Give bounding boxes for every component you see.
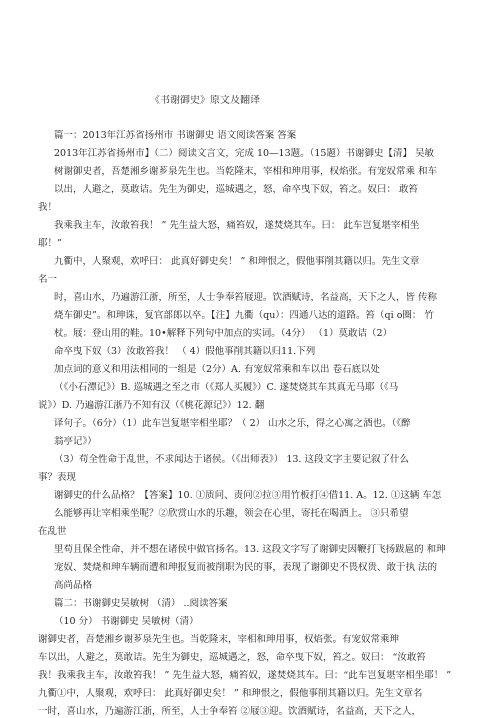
text-line: 一时，喜山水，乃遍游江浙，所至，人士争奉笞 ②屐③迎。饮酒赋诗，名益高，天下之人， — [38, 706, 422, 717]
text-line: 车以出，人避之，莫敢诘。先生为御史，巡城遇之，怒，命卒曳下奴，笞之。奴曰： “汝敢笞 — [38, 652, 426, 663]
text-line: 耶！” — [38, 238, 62, 249]
text-line: 以出，人避之，莫敢诘。先生为御史，巡城遇之，怒，命卒曳下奴，笞之。奴曰： 敢笞 — [54, 184, 419, 195]
text-line: 宠奴、焚烧和珅车辆而遭和珅报复而被削职为民的事，表现了谢御史不畏权贵、敢于执 法的 — [54, 562, 438, 573]
text-line: 里苟且保全性命，并不想在诸侯中做官扬名。13. 这段文字写了谢御史因鞭打飞扬跋扈的 和珅 — [54, 544, 446, 555]
text-line: 篇二：书谢御史吴敏树 （清） ..阅读答案 — [54, 598, 228, 609]
text-line: 我！我乘我主车，汝敢笞我！ ” 先生益大怒，痛笞奴，遂焚烧其车。曰：“此车岂复堪宰相坐耶！ ” — [38, 670, 452, 681]
text-line: 篇一：2013年江苏省扬州市 书谢御史 语文阅读答案 答案 — [54, 130, 297, 141]
text-line: （3）苟全性命于乱世，不求闻达于诸侯。（《出师表》） 13. 这段文字主要记叙了什么 — [54, 454, 409, 465]
text-line: 事？表现 — [38, 472, 77, 483]
text-line: 树谢御史者，吾楚湘乡谢芗泉先生也。当乾隆末，宰相和珅用事，权焰张。有宠奴常乘 和车 — [54, 166, 438, 177]
text-line: 杖。屐：登山用的鞋。10•解释下列句中加点的实词。（4分） （1）莫敢诘（2） — [54, 328, 393, 339]
text-line: 译句子。（6分）（1）此车岂复堪宰相坐耶？（ 2） 山水之乐，得之心寓之酒也。（《醉 — [54, 418, 411, 429]
text-line: （10 分） 书谢御史 吴敏树（清） — [54, 616, 199, 627]
text-line: 加点词的意义和用法相同的一组是（2分）A. 有宠奴常乘和车以出 卷石底以处 — [54, 364, 380, 375]
text-line: 命卒曳下奴（3）汝敢笞我！ （ 4）假他事削其籍以归11.下列 — [54, 346, 316, 357]
text-line: 高尚品格 — [54, 580, 93, 591]
text-line: 说》）D. 乃遍游江浙乃不知有汉（《桃花源记》）12. 翻 — [38, 400, 265, 411]
text-line: 九衢①中，人聚观，欢呼曰： 此真好御史矣！ ” 和珅恨之，假他事削其籍以归。先生文章名 — [38, 688, 423, 699]
text-line: 谢御史者，吾楚湘乡谢芗泉先生也。当乾隆末，宰相和珅用事，权焰张。有宠奴常乘珅 — [38, 634, 400, 645]
text-line: （《小石潭记》）B. 巡城遇之至之市（《郑人买履》）C. 遂焚烧其车其真无马耶（《马 — [54, 382, 399, 393]
text-line: 我乘我主车，汝敢笞我！ ” 先生益大怒，痛笞奴，遂焚烧其车。曰： 此车岂复堪宰相坐 — [54, 220, 420, 231]
document-title: 《书谢御史》原文及翻译 — [150, 95, 260, 106]
text-line: 九衢中，人聚观，欢呼曰： 此真好御史矣！ ” 和珅恨之，假他事削其籍以归。先生文章 — [54, 256, 420, 267]
text-line: 时，喜山水，乃遍游江浙，所至，人士争奉笞屐迎。饮酒赋诗，名益高，天下之人，皆 传称 — [54, 292, 438, 303]
text-line: 翁亭记》） — [54, 436, 97, 447]
text-line: 2013年江苏省扬州市】（二）阅读文言文，完成 10—13题。（15题）书谢御史【清】 吴敏 — [54, 148, 434, 159]
text-line: 谢御史的什么品格？【答案】10. ①质问、责问②拉③用竹板打④借11. A。12. ①这辆 车怎 — [54, 490, 442, 501]
text-line: 在乱世 — [38, 526, 67, 537]
text-line: 么能够再让宰相乘坐呢？②欣赏山水的乐趣，领会在心里，寄托在喝酒上。 ③只希望 — [54, 508, 409, 519]
text-line: 烧车御史”。和珅诛，复官部郎以卒。【注】九衢（qu）：四通八达的道路。笞（qi o圈： 竹 — [54, 310, 434, 321]
text-line: 名一 — [38, 274, 58, 285]
text-line: 我！ — [38, 202, 58, 213]
